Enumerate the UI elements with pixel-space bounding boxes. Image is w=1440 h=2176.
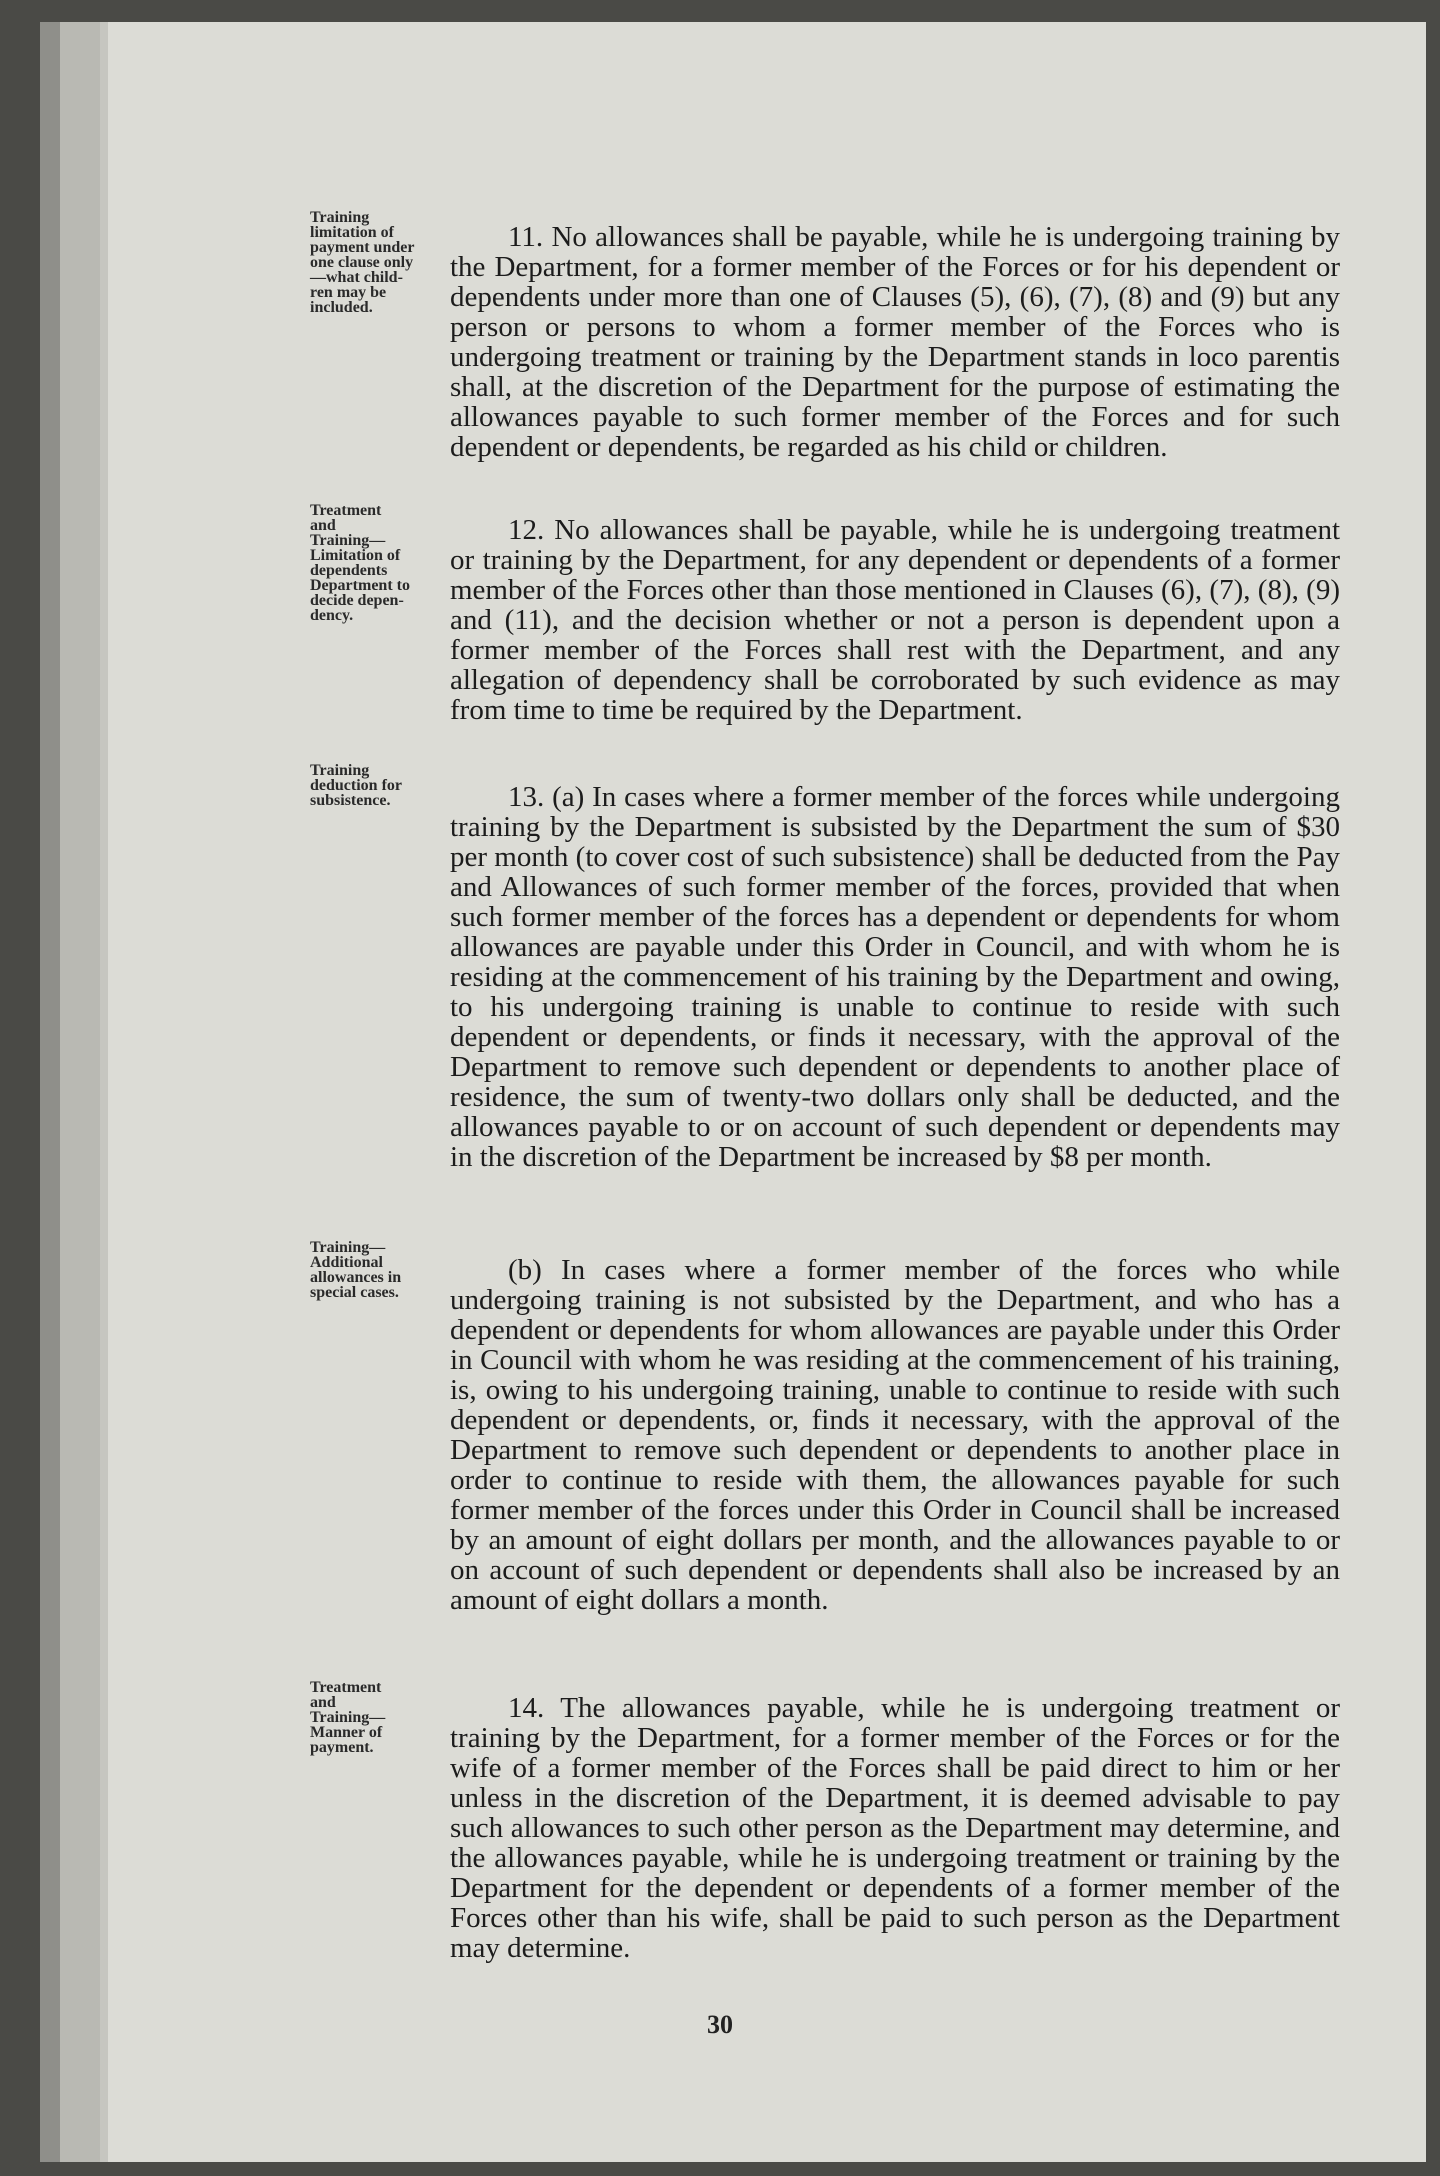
paragraph-clause-13b: (b) In cases where a former member of the forces who while undergoing training is not subsisted by the Department, and who has a dependent or dependents for whom allowances are payable under this Order in Council with whom he was residing at the commencement of his training, is, owing to his undergoing training, unable to continue to reside with such dependent or dependents, or, finds it necessary, with the approval of the Department to remove such dependent or dependents to another place in order to continue to reside with them, the allowances payable for such former member of the forces under this Order in Council shall be increased by an amount of eight dollars per month, and the allowances payable to or on account of such dependent or dependents shall also be increased by an amount of eight dollars a month.	[450, 1254, 1340, 1616]
paragraph-clause-13a: 13. (a) In cases where a former member of the forces while undergoing training by the Department is subsisted by the Department the sum of $30 per month (to cover cost of such subsistence) shall be deducted from the Pay and Allowances of such former member of the forces, provided that when such former member of the forces has a dependent or dependents for whom allowances are payable under this Order in Council, and with whom he is residing at the commencement of his training by the Department and owing, to his undergoing training is unable to continue to reside with such dependent or dependents, or finds it necessary, with the approval of the Department to remove such dependent or dependents to another place of residence, the sum of twenty-two dollars only shall be deducted, and the allowances payable to or on account of such dependent or dependents may in the discretion of the Department be increased by $8 per month.	[450, 781, 1340, 1173]
sidenote-clause-13a: Training deduction for subsistence.	[310, 762, 402, 809]
paragraph-clause-11: 11. No allowances shall be payable, while he is undergoing training by the Department, for a former member of the Forces or for his dependent or dependents under more than one of Clauses (5), (6), (7), (8) and (9) but any person or persons to whom a former member of the Forces who is undergoing treatment or training by the Department stands in loco parentis shall, at the discretion of the Department for the purpose of estimating the allowances payable to such former member of the Forces and for such dependent or dependents, be regarded as his child or children.	[450, 221, 1340, 463]
paragraph-clause-12: 12. No allowances shall be payable, while he is undergoing treatment or training by the Department, for any dependent or dependents of a former member of the Forces other than those mentioned in Clauses (6), (7), (8), (9) and (11), and the decision whether or not a person is dependent upon a former member of the Forces shall rest with the Department, and any allegation of dependency shall be corroborated by such evidence as may from time to time be required by the Department.	[450, 514, 1340, 726]
page-edge	[100, 22, 108, 2162]
sidenote-clause-11: Training limitation of payment under one clause only —what child- ren may be included.	[310, 209, 415, 316]
paragraph-clause-14: 14. The allowances payable, while he is undergoing treatment or training by the Department, for a former member of the Forces or for the wife of a former member of the Forces shall be paid direct to him or her unless in the discretion of the Department, it is deemed advisable to pay such allowances to such other person as the Department may determine, and the allowances payable, while he is undergoing treatment or training by the Department for the dependent or dependents of a former member of the Forces other than his wife, shall be paid to such person as the Department may determine.	[450, 1692, 1340, 1964]
sidenote-clause-14: Treatment and Training— Manner of payment.	[310, 1679, 386, 1756]
sidenote-clause-12: Treatment and Training— Limitation of dependents Department to decide depen- dency.	[310, 502, 410, 624]
sidenote-clause-13b: Training— Additional allowances in special cases.	[310, 1239, 402, 1301]
page-number: 30	[707, 2010, 733, 2039]
